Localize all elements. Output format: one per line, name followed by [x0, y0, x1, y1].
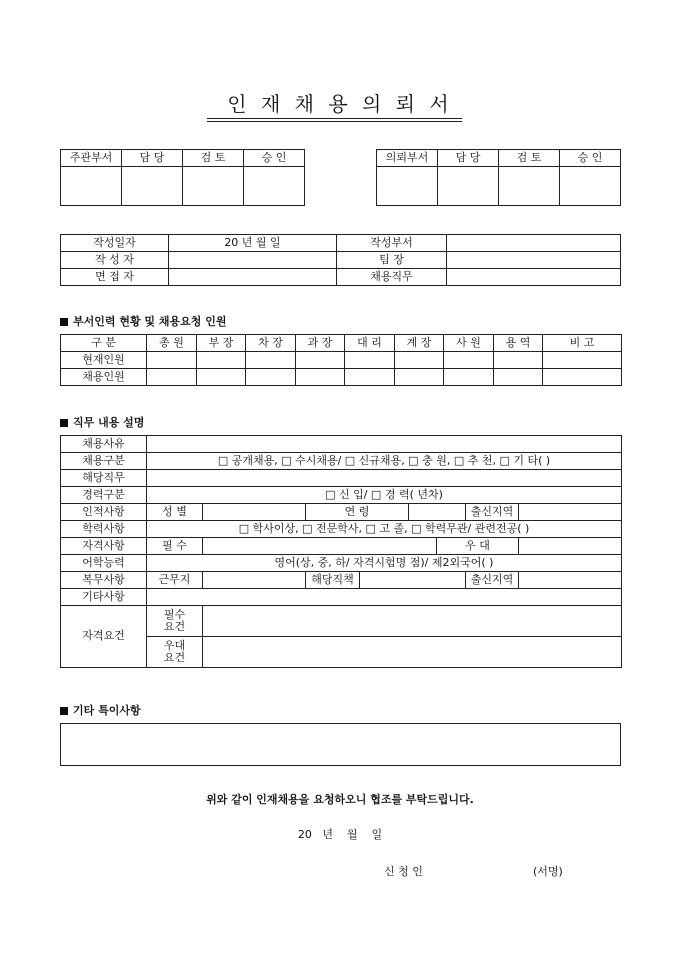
page-title: 인 재 채 용 의 뢰 서 — [227, 92, 453, 116]
career-options[interactable]: □ 신 입/ □ 경 력( 년차) — [147, 487, 622, 504]
work-place-value[interactable] — [203, 572, 306, 589]
origin-value[interactable] — [519, 504, 622, 521]
staff-row-current-label: 현재인원 — [61, 352, 147, 369]
title-underline — [207, 118, 462, 119]
position-label: 채용직무 — [337, 269, 447, 286]
staff-cell[interactable] — [345, 369, 395, 386]
work-place-label: 근무지 — [147, 572, 203, 589]
etc-label: 기타사항 — [61, 589, 147, 606]
sign-date[interactable]: 20 년 월 일 — [297, 828, 383, 841]
age-value[interactable] — [409, 504, 466, 521]
approval-approve-label: 승 인 — [244, 150, 305, 167]
closing-statement: 위와 같이 인재채용을 요청하오니 협조를 부탁드립니다. — [206, 793, 474, 806]
rank-value[interactable] — [360, 572, 466, 589]
writer-label: 작 성 자 — [61, 252, 169, 269]
section-etc-label: 기타 특이사항 — [73, 704, 141, 717]
hire-type-options[interactable]: □ 공개채용, □ 수시채용/ □ 신규채용, □ 충 원, □ 추 천, □ 기 타( ) — [147, 453, 622, 470]
title-underline-2 — [207, 121, 462, 122]
section-etc-heading — [60, 702, 141, 718]
staff-cell[interactable] — [395, 369, 444, 386]
staff-cell[interactable] — [147, 369, 197, 386]
approval-approve-cell[interactable] — [244, 167, 305, 206]
education-label: 학력사항 — [61, 521, 147, 538]
personal-label: 인적사항 — [61, 504, 147, 521]
language-value[interactable]: 영어(상, 중, 하/ 자격시험명 점)/ 제2외국어( ) — [147, 555, 622, 572]
qualification-label: 자격요건 — [61, 606, 147, 668]
staff-cell[interactable] — [197, 369, 246, 386]
qualification-preferred-text: 우대 요건 — [163, 639, 186, 664]
license-required-value[interactable] — [203, 538, 437, 555]
job-table — [60, 435, 622, 668]
qualification-required-text: 필수 요건 — [163, 608, 186, 633]
reason-label: 채용사유 — [61, 436, 147, 453]
duty-value[interactable] — [147, 470, 622, 487]
staff-header-staff: 사 원 — [444, 335, 494, 352]
license-preferred-label: 우 대 — [437, 538, 519, 555]
section-staff-heading — [60, 313, 226, 329]
staff-header-manager: 부 장 — [197, 335, 246, 352]
staff-header-total: 총 원 — [147, 335, 197, 352]
military-label: 복무사항 — [61, 572, 147, 589]
qualification-required-value[interactable] — [203, 606, 622, 637]
section-job-heading — [60, 414, 144, 430]
staff-header-chief: 계 장 — [395, 335, 444, 352]
request-approve-cell[interactable] — [560, 167, 621, 206]
career-label: 경력구분 — [61, 487, 147, 504]
date-label: 작성일자 — [61, 235, 169, 252]
staff-cell[interactable] — [494, 369, 543, 386]
request-review-label: 검 토 — [499, 150, 560, 167]
info-table — [60, 234, 621, 286]
request-charge-cell[interactable] — [438, 167, 499, 206]
interviewer-label: 면 접 자 — [61, 269, 169, 286]
approval-review-label: 검 토 — [183, 150, 244, 167]
license-label: 자격사항 — [61, 538, 147, 555]
staff-cell[interactable] — [543, 352, 622, 369]
request-review-cell[interactable] — [499, 167, 560, 206]
etc-notes-box[interactable] — [60, 723, 621, 766]
gender-label: 성 별 — [147, 504, 203, 521]
staff-cell[interactable] — [246, 352, 296, 369]
dept-value[interactable] — [447, 235, 621, 252]
age-label: 연 령 — [306, 504, 409, 521]
language-label: 어학능력 — [61, 555, 147, 572]
staff-cell[interactable] — [296, 352, 345, 369]
approval-table-right — [376, 149, 621, 206]
staff-cell[interactable] — [494, 352, 543, 369]
applicant-label: 신 청 인 — [384, 865, 423, 878]
square-bullet-icon — [60, 318, 68, 326]
license-required-label: 필 수 — [147, 538, 203, 555]
leader-label: 팀 장 — [337, 252, 447, 269]
square-bullet-icon — [60, 419, 68, 427]
origin2-value[interactable] — [519, 572, 622, 589]
approval-charge-cell[interactable] — [122, 167, 183, 206]
staff-cell[interactable] — [444, 369, 494, 386]
staff-cell[interactable] — [543, 369, 622, 386]
square-bullet-icon — [60, 707, 68, 715]
qualification-preferred-value[interactable] — [203, 637, 622, 668]
approval-charge-label: 담 당 — [122, 150, 183, 167]
staff-cell[interactable] — [246, 369, 296, 386]
position-value[interactable] — [447, 269, 621, 286]
request-dept-cell[interactable] — [377, 167, 438, 206]
reason-value[interactable] — [147, 436, 622, 453]
staff-cell[interactable] — [395, 352, 444, 369]
dept-label: 작성부서 — [337, 235, 447, 252]
staff-row-hire-label: 채용인원 — [61, 369, 147, 386]
section-job-label: 직무 내용 설명 — [73, 416, 145, 429]
staff-cell[interactable] — [345, 352, 395, 369]
approval-dept-label: 주관부서 — [61, 150, 122, 167]
gender-value[interactable] — [203, 504, 306, 521]
staff-cell[interactable] — [444, 352, 494, 369]
origin-label: 출신지역 — [466, 504, 519, 521]
date-value[interactable]: 20 년 월 일 — [169, 235, 337, 252]
request-charge-label: 담 당 — [438, 150, 499, 167]
approval-review-cell[interactable] — [183, 167, 244, 206]
staff-header-note: 비 고 — [543, 335, 622, 352]
duty-label: 해당직무 — [61, 470, 147, 487]
license-preferred-value[interactable] — [519, 538, 622, 555]
staff-header-contract: 용 역 — [494, 335, 543, 352]
staff-header-deputy: 차 장 — [246, 335, 296, 352]
hire-type-label: 채용구분 — [61, 453, 147, 470]
request-dept-label: 의뢰부서 — [377, 150, 438, 167]
etc-value[interactable] — [147, 589, 622, 606]
staff-header-category: 구 분 — [61, 335, 147, 352]
staff-cell[interactable] — [197, 352, 246, 369]
rank-label: 해당직책 — [306, 572, 360, 589]
staff-header-section-chief: 과 장 — [296, 335, 345, 352]
approval-table-left — [60, 149, 305, 206]
signature-label[interactable]: (서명) — [533, 865, 563, 878]
leader-value[interactable] — [447, 252, 621, 269]
qualification-preferred-label — [147, 637, 203, 668]
request-approve-label: 승 인 — [560, 150, 621, 167]
writer-value[interactable] — [169, 252, 337, 269]
staff-table — [60, 334, 622, 386]
origin2-label: 출신지역 — [466, 572, 519, 589]
approval-dept-cell[interactable] — [61, 167, 122, 206]
interviewer-value[interactable] — [169, 269, 337, 286]
education-options[interactable]: □ 학사이상, □ 전문학사, □ 고 졸, □ 학력무관/ 관련전공( ) — [147, 521, 622, 538]
staff-cell[interactable] — [296, 369, 345, 386]
section-staff-label: 부서인력 현황 및 채용요청 인원 — [73, 315, 227, 328]
staff-header-assistant: 대 리 — [345, 335, 395, 352]
staff-cell[interactable] — [147, 352, 197, 369]
qualification-required-label — [147, 606, 203, 637]
